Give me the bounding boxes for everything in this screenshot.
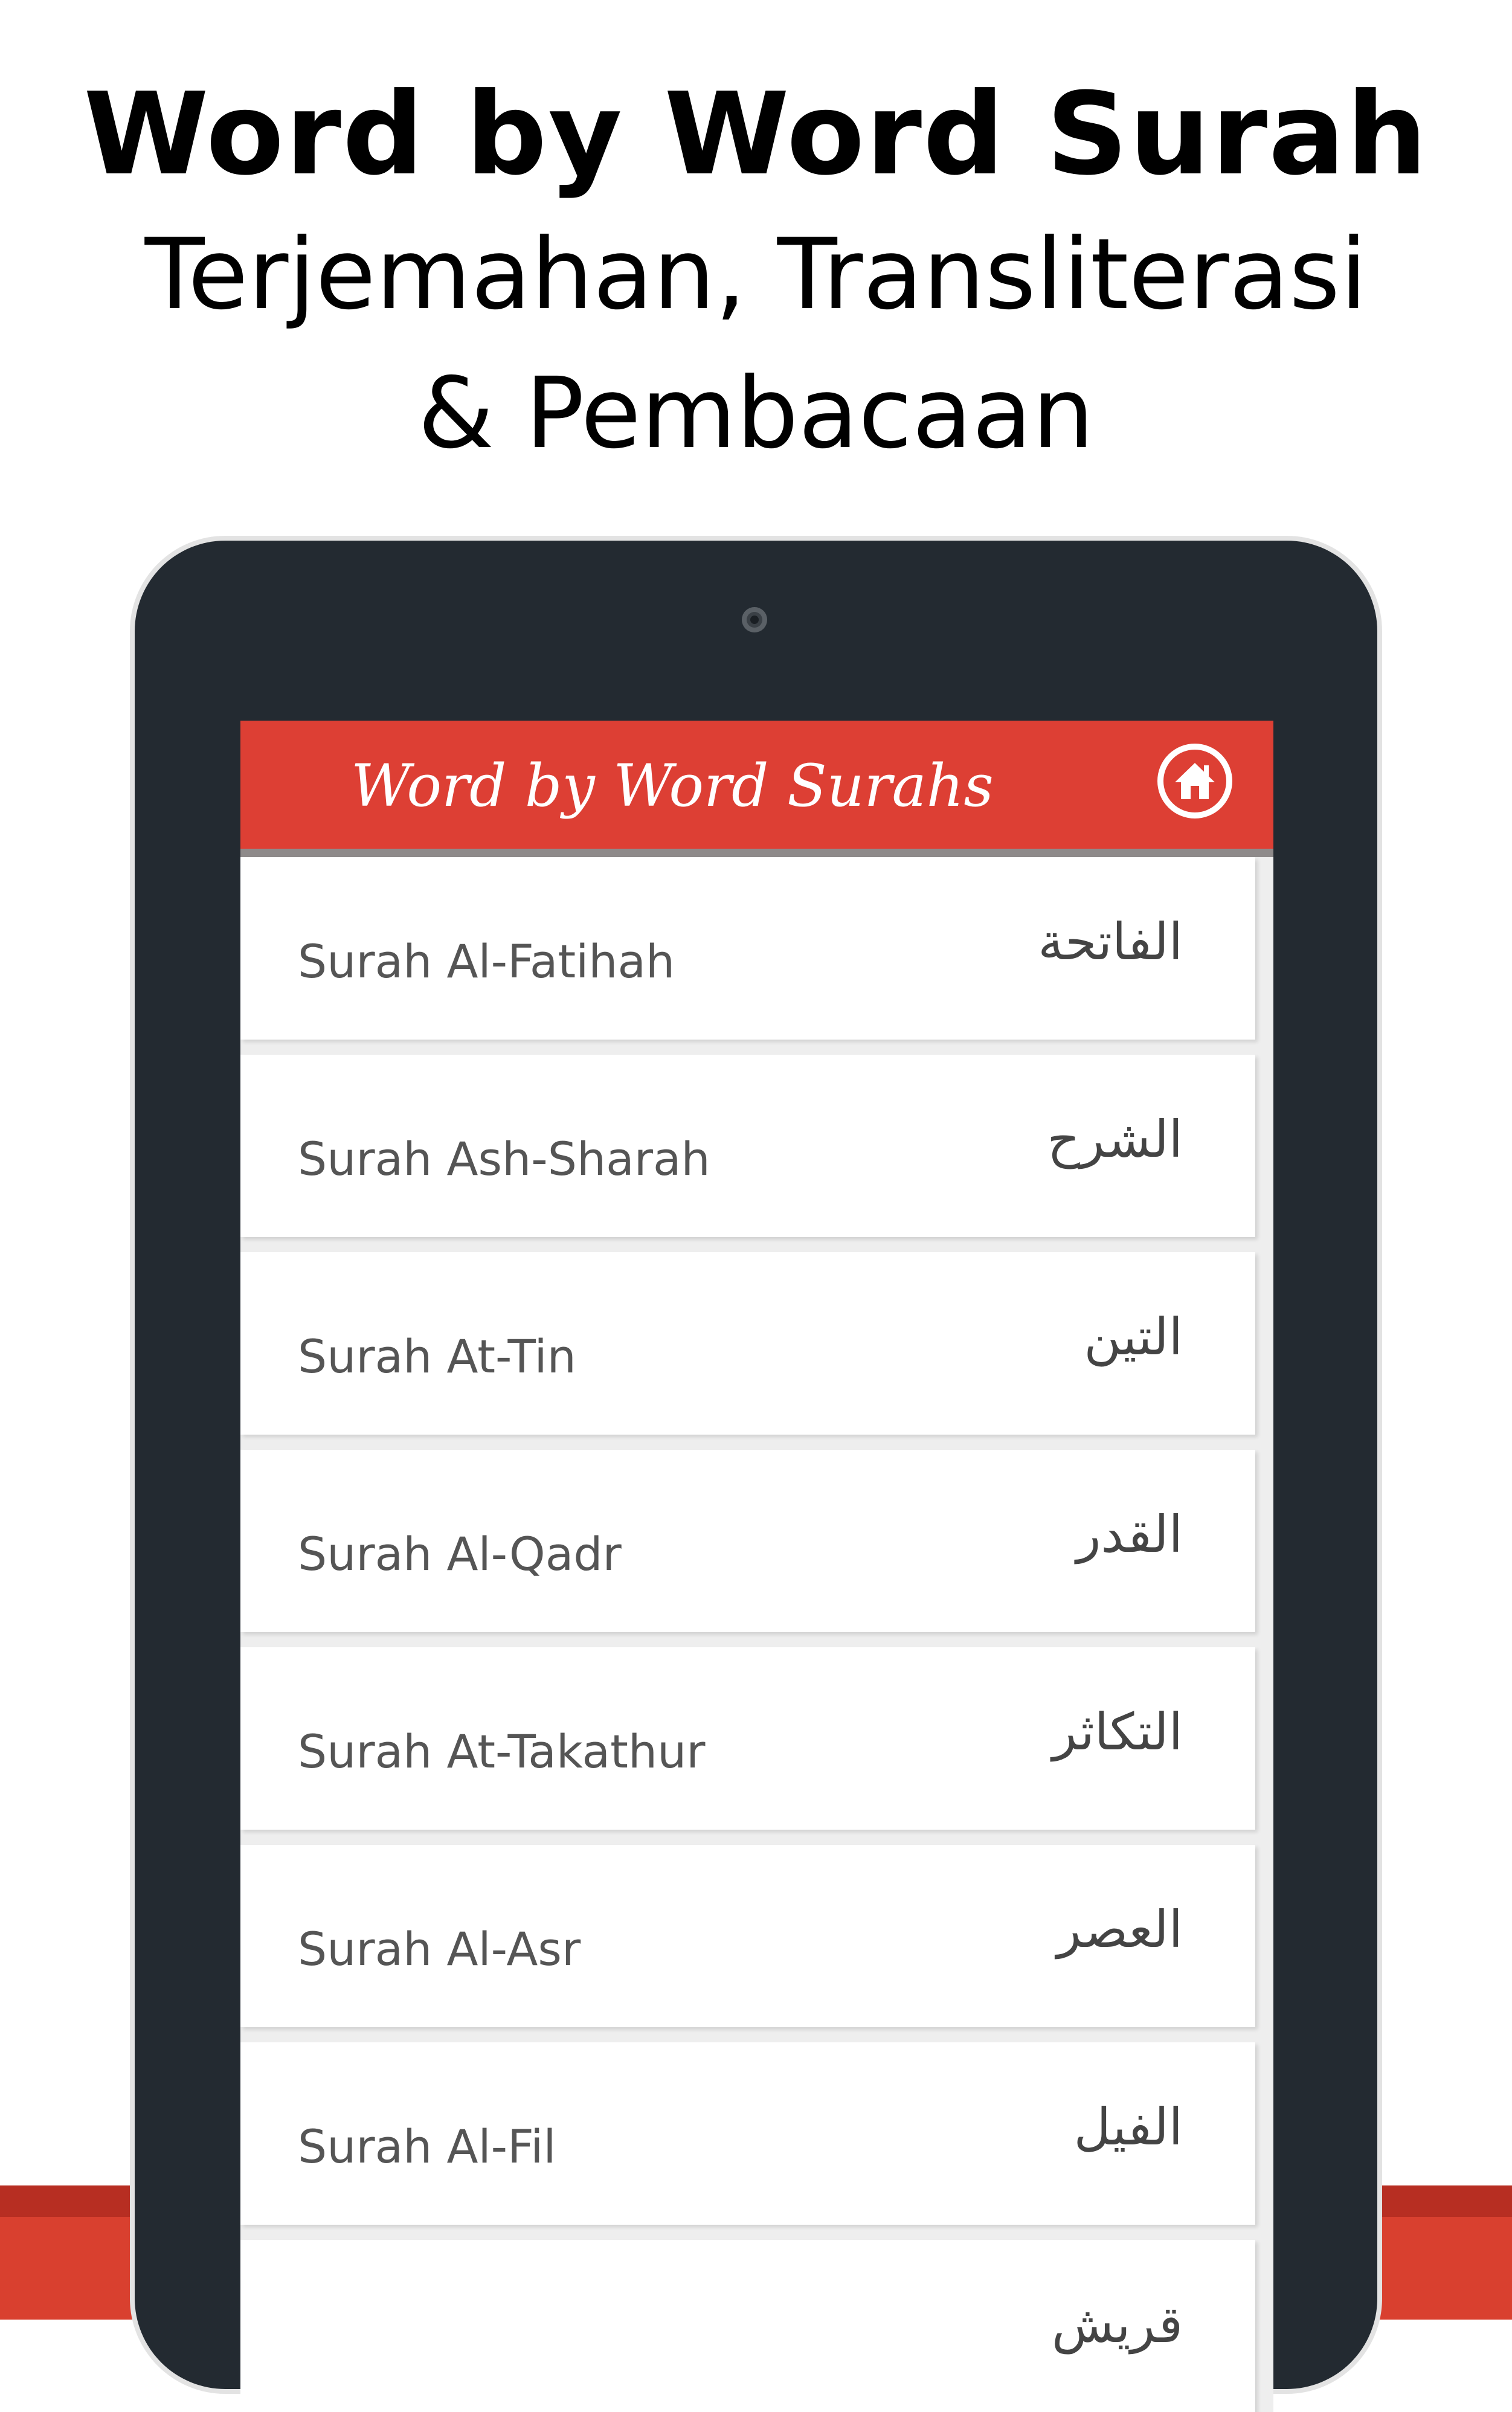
home-icon — [1174, 762, 1216, 800]
promo-headline-subtitle: Terjemahan, Transliterasi — [144, 218, 1368, 332]
surah-arabic-name: الفاتحة — [1038, 912, 1183, 971]
surah-arabic-name: التكاثر — [1052, 1702, 1183, 1761]
list-item[interactable] — [240, 1252, 1255, 1435]
surah-latin-name: Surah Al-Qadr — [298, 1527, 622, 1581]
surah-latin-name: Surah Al-Asr — [298, 1922, 581, 1976]
surah-latin-name: Surah Al-Fatihah — [298, 934, 675, 988]
camera-icon — [742, 607, 767, 632]
promo-headline-subtitle-2: & Pembacaan — [417, 357, 1095, 471]
list-item[interactable] — [240, 857, 1255, 1040]
surah-arabic-name: القدر — [1076, 1505, 1183, 1564]
surah-latin-name: Surah At-Tin — [298, 1330, 576, 1383]
promo-headline-title: Word by Word Surah — [83, 68, 1429, 201]
surah-latin-name: Surah Ash-Sharah — [298, 1132, 710, 1186]
surah-arabic-name: الشرح — [1047, 1110, 1183, 1169]
list-item[interactable] — [240, 1055, 1255, 1237]
list-item[interactable] — [240, 2240, 1255, 2412]
app-screen — [240, 721, 1273, 2412]
surah-latin-name: Surah Al-Fil — [298, 2120, 556, 2173]
list-item[interactable] — [240, 1845, 1255, 2027]
list-item[interactable] — [240, 2042, 1255, 2225]
list-item[interactable] — [240, 1450, 1255, 1632]
surah-arabic-name: العصر — [1057, 1900, 1183, 1959]
surah-arabic-name: قريش — [1052, 2295, 1183, 2354]
list-item[interactable] — [240, 1647, 1255, 1830]
surah-arabic-name: الفيل — [1073, 2097, 1183, 2156]
home-button[interactable] — [1157, 744, 1232, 818]
tablet-device-frame — [135, 541, 1377, 2389]
surah-arabic-name: التين — [1084, 1307, 1183, 1366]
surah-latin-name: Surah At-Takathur — [298, 1725, 706, 1778]
app-bar — [240, 721, 1273, 857]
app-title: Word by Word Surahs — [351, 752, 994, 820]
